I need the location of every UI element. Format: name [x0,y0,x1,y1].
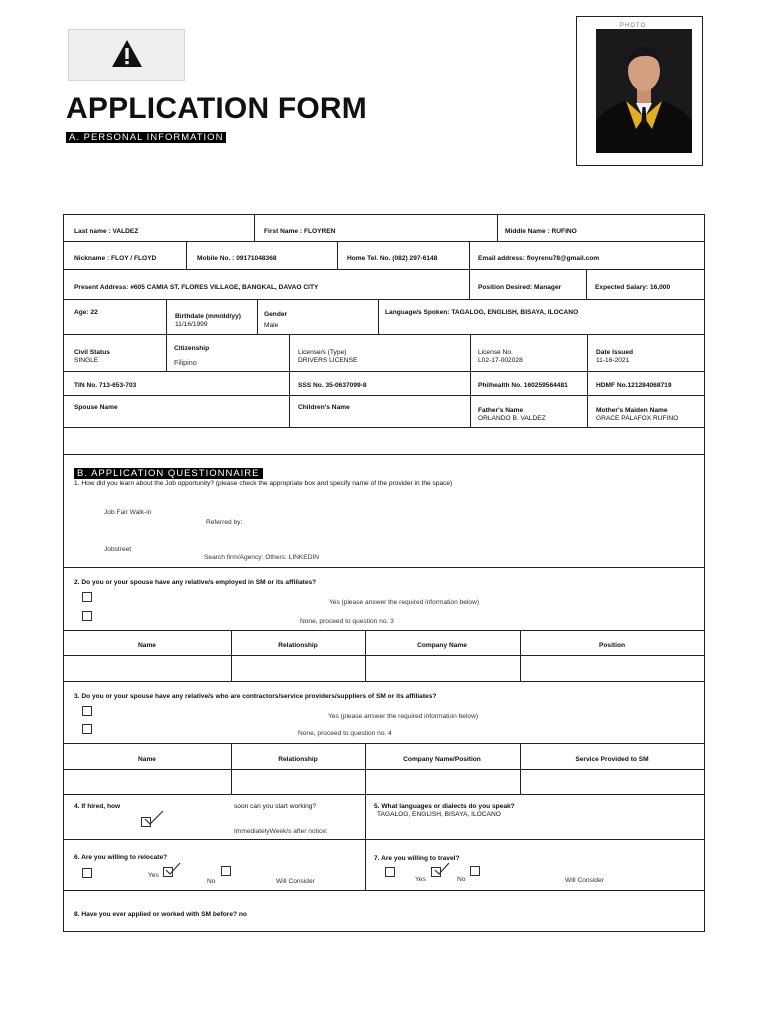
q6-no-checkbox[interactable] [221,866,231,876]
q5-text: 5. What languages or dialects do you speak? [374,803,515,810]
q7-consider-label: Will Consider [565,877,604,884]
license-type-label: License/s (Type) [298,349,347,356]
father-value[interactable]: ORLANDO B. VALDEZ [478,415,546,422]
q3-col-name: Name [138,756,156,763]
nickname-field[interactable]: Nickname : FLOY / FLOYD [74,255,157,262]
q2-col-position: Position [598,642,626,649]
q2-none-label: None, proceed to question no. 3 [300,618,394,625]
mobile-field[interactable]: Mobile No. : 09171048368 [197,255,277,262]
company-logo [68,29,185,81]
languages-field[interactable]: Language/s Spoken: TAGALOG, ENGLISH, BISAYA, ILOCANO [385,309,579,316]
q5-value[interactable]: TAGALOG, ENGLISH, BISAYA, ILOCANO [377,811,501,818]
q7-check-mark-icon [433,861,451,877]
q6-yes-label: Yes [148,872,159,879]
civil-status-label: Civil Status [74,349,110,356]
page-title: APPLICATION FORM [66,92,367,125]
q6-consider-label: Will Consider [276,878,315,885]
birthdate-label: Birthdate (mm/dd/yy) [175,313,241,320]
application-form [63,214,705,932]
q2-col-name: Name [138,642,156,649]
license-no-label: License No. [478,349,513,356]
warning-icon [110,38,144,70]
mother-label: Mother's Maiden Name [596,407,668,414]
father-label: Father's Name [478,407,524,414]
q3-col-relationship: Relationship [278,756,318,763]
q7-text: 7. Are you willing to travel? [374,855,460,862]
q1-referred[interactable]: Referred by: [206,519,243,526]
middle-name-field[interactable]: Middle Name : RUFINO [505,228,577,235]
q1-jobstreet[interactable]: Jobstreet [104,546,132,553]
q4-options: ImmediatelyWeek/s after notice: [234,828,328,835]
q7-option1-checkbox[interactable] [385,867,395,877]
section-b-heading: B. APPLICATION QUESTIONNAIRE [74,468,263,479]
section-a-heading: A. PERSONAL INFORMATION [66,132,226,143]
q3-none-label: None, proceed to question no. 4 [298,730,392,737]
mother-value[interactable]: GRACE PALAFOX RUFINO [596,415,679,422]
q2-text: 2. Do you or your spouse have any relative/s employed in SM or its affiliates? [74,579,317,586]
spouse-label: Spouse Name [74,404,118,411]
q6-option1-checkbox[interactable] [82,868,92,878]
q1-text: 1. How did you learn about the Job opportunity? (please check the appropriate box and specify name of the provider in the space) [74,480,453,487]
photo-label: PHOTO [620,23,647,29]
hdmf-field[interactable]: HDMF No.121284068719 [596,382,672,389]
license-no-value[interactable]: L02-17-002028 [478,357,523,364]
q3-none-checkbox[interactable] [82,724,92,734]
q8-text: 8. Have you ever applied or worked with SM before? no [74,911,247,918]
children-label: Children's Name [298,404,350,411]
q2-yes-label: Yes (please answer the required information below) [329,599,480,606]
sss-field[interactable]: SSS No. 35-0637099-8 [298,382,367,389]
q3-text: 3. Do you or your spouse have any relative/s who are contractors/service providers/suppliers of SM or its affiliates? [74,693,437,700]
q2-yes-checkbox[interactable] [82,592,92,602]
q4-check-mark-icon [143,809,165,827]
first-name-field[interactable]: First Name : FLOYREN [264,228,336,235]
q7-no-checkbox[interactable] [470,866,480,876]
q6-no-label: No [207,878,216,885]
photo-frame [576,16,703,166]
q7-yes-label: Yes [415,876,426,883]
expected-salary-field[interactable]: Expected Salary: 16,000 [595,284,671,291]
present-address-field[interactable]: Present Address: #605 CAMIA ST. FLORES VILLAGE, BANGKAL, DAVAO CITY [74,284,319,291]
last-name-field[interactable]: Last name : VALDEZ [74,228,139,235]
date-issued-value[interactable]: 11-16-2021 [596,357,630,364]
citizenship-value[interactable]: Filipino [174,358,197,367]
q4-text-a: 4. If hired, how [74,803,121,810]
gender-value[interactable]: Male [264,322,279,329]
age-field[interactable]: Age: 22 [74,309,98,316]
date-issued-label: Date Issued [596,349,634,356]
q6-check-mark-icon [164,861,182,877]
q3-yes-label: Yes (please answer the required information below) [328,713,479,720]
q3-col-company: Company Name/Position [403,756,481,763]
q2-col-company: Company Name [417,642,467,649]
home-tel-field[interactable]: Home Tel. No. (082) 297-6148 [347,255,438,262]
q2-col-relationship: Relationship [278,642,318,649]
gender-label: Gender [264,311,288,318]
birthdate-value[interactable]: 11/16/1999 [175,321,208,328]
email-field[interactable]: Email address: floyrenu78@gmail.com [478,255,600,262]
tin-field[interactable]: TIN No. 713-653-703 [74,382,137,389]
philhealth-field[interactable]: Philhealth No. 160259564481 [478,382,568,389]
q3-col-service: Service Provided to SM [575,756,649,763]
q4-text-b: soon can you start working? [234,803,317,810]
civil-status-value[interactable]: SINGLE [74,357,99,364]
citizenship-label: Citizenship [174,345,210,352]
q2-none-checkbox[interactable] [82,611,92,621]
q3-yes-checkbox[interactable] [82,706,92,716]
license-type-value[interactable]: DRIVERS LICENSE [298,357,358,364]
position-desired-field[interactable]: Position Desired: Manager [478,284,562,291]
q7-no-label: No [457,876,466,883]
q1-job-fair[interactable]: Job Fair Walk-in [104,509,152,516]
q6-text: 6. Are you willing to relocate? [74,854,168,861]
applicant-photo [596,29,692,153]
q1-search-firm[interactable]: Search firm/Agency: Others: LINKEDIN [204,554,320,561]
